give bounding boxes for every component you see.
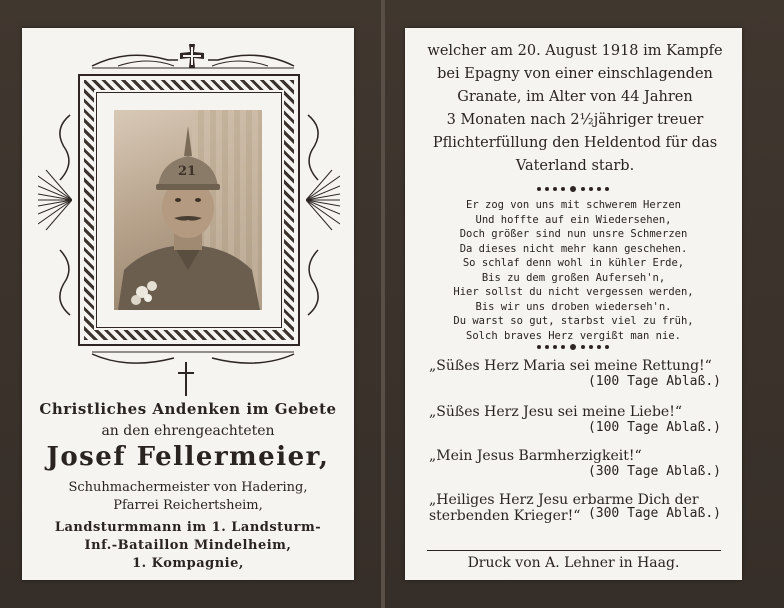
- prayer-4: [429, 492, 721, 524]
- right-sunburst-ornament: [306, 168, 340, 232]
- unit-line-2: Inf.-Bataillon Mindelheim,: [84, 538, 292, 553]
- soldier-figure: [114, 110, 262, 310]
- iron-cross-icon: [178, 42, 206, 70]
- intro-line: Pflichterfüllung den Heldentod für das: [432, 135, 718, 151]
- poem-line: Solch braves Herz vergißt man nie.: [466, 329, 681, 342]
- intro-line: 3 Monaten nach 2½jähriger treuer: [446, 112, 704, 128]
- memorial-poem: [405, 198, 742, 343]
- prayer-text-continued: sterbenden Krieger!“: [429, 508, 581, 524]
- poem-line: Er zog von uns mit schwerem Herzen: [466, 199, 681, 211]
- indulgence-note: (100 Tage Ablaß.): [587, 420, 721, 435]
- intro-line: welcher am 20. August 1918 im Kampfe: [427, 43, 723, 59]
- indulgence-note: (100 Tage Ablaß.): [587, 374, 721, 389]
- indulgence-note: (300 Tage Ablaß.): [587, 464, 721, 479]
- footer-rule: [427, 550, 721, 551]
- intro-line: bei Epagny von einer einschlagenden: [437, 66, 713, 82]
- printer-credit: Druck von A. Lehner in Haag.: [467, 555, 680, 571]
- left-sunburst-ornament: [38, 168, 72, 232]
- poem-line: Hier sollst du nicht vergessen werden,: [453, 286, 694, 298]
- poem-line: Du warst so gut, starbst viel zu früh,: [453, 315, 694, 327]
- left-card: [22, 28, 354, 580]
- occupation-line: Schuhmachermeister von Hadering,: [68, 480, 308, 495]
- poem-line: Bis zu dem großen Auferseh'n,: [481, 271, 666, 284]
- prayer-2: [429, 404, 721, 435]
- memorial-subtitle: an den ehrengeachteten: [101, 423, 275, 439]
- memorial-title: Christliches Andenken im Gebete: [39, 400, 337, 418]
- poem-line: Bis wir uns droben wiederseh'n.: [475, 300, 672, 313]
- poem-line: So schlaf denn wohl in kühler Erde,: [462, 257, 685, 269]
- intro-line: Granate, im Alter von 44 Jahren: [457, 89, 693, 105]
- prayer-3: [429, 448, 721, 479]
- right-card: [405, 28, 742, 580]
- unit-line-1: Landsturmmann im 1. Landsturm-: [54, 520, 322, 535]
- unit-line-3: 1. Kompagnie,: [132, 556, 244, 571]
- prayer-text: „Süßes Herz Jesu sei meine Liebe!“: [429, 404, 682, 420]
- poem-line: Da dieses nicht mehr kann geschehen.: [459, 242, 688, 255]
- helmet-number: 21: [178, 164, 197, 179]
- small-cross-icon: [174, 362, 198, 396]
- prayer-1: [429, 358, 721, 389]
- indulgence-note: (300 Tage Ablaß.): [587, 506, 721, 521]
- poem-line: Und hoffte auf ein Wiedersehen,: [475, 213, 672, 226]
- prayer-text: „Heiliges Herz Jesu erbarme Dich der: [429, 492, 699, 508]
- poem-line: Doch größer sind nun unsre Schmerzen: [459, 228, 688, 240]
- parish-line: Pfarrei Reichertsheim,: [113, 498, 263, 513]
- prayer-text: „Mein Jesus Barmherzigkeit!“: [429, 448, 642, 464]
- death-notice-text: [427, 40, 723, 178]
- intro-line: Vaterland starb.: [515, 158, 635, 174]
- deceased-name: Josef Fellermeier,: [46, 442, 330, 472]
- ornament-divider: [533, 344, 613, 350]
- ornament-divider: [533, 186, 613, 192]
- prayer-text: „Süßes Herz Maria sei meine Rettung!“: [429, 358, 712, 374]
- soldier-portrait-photo: [114, 110, 262, 310]
- card-fold: [381, 0, 385, 608]
